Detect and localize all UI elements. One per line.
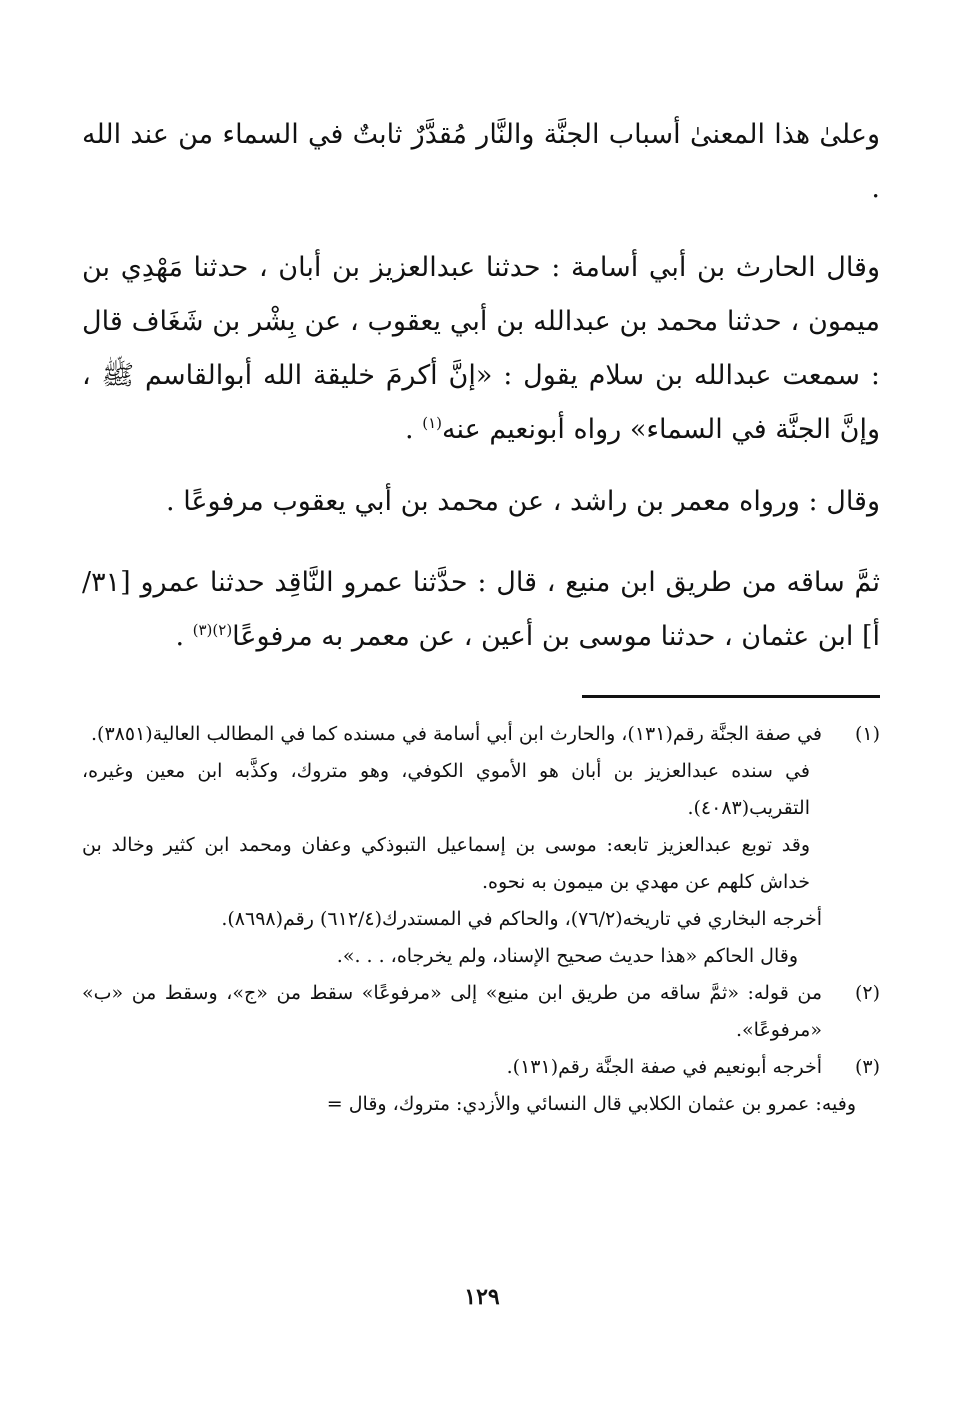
footnote-number: (٣): [854, 1056, 880, 1078]
footnote-number: (٢): [854, 982, 880, 1004]
footnote-text: في سنده عبدالعزيز بن أبان هو الأموي الكوفي، وهو متروك، وكذَّبه ابن معين وغيره، التقريب(٤٠٨٣).: [82, 760, 810, 819]
body-paragraph-3: [82, 475, 880, 529]
page-number: ١٢٩: [464, 1284, 500, 1310]
footnote-text: وقال الحاكم «هذا حديث صحيح الإسناد، ولم يخرجاه، . . .».: [336, 945, 798, 967]
paragraph-end: .: [405, 414, 423, 445]
footnote-3-continuation: وفيه: عمرو بن عثمان الكلابي قال النسائي والأزدي: متروك، وقال =: [326, 1093, 856, 1115]
footnote-1: [82, 716, 880, 975]
paragraph-end: .: [175, 621, 193, 652]
footnote-separator: [582, 695, 880, 698]
footnote-text: من قوله: «ثمَّ ساقه من طريق ابن منيع» إلى «مرفوعًا» سقط من «ج»، وسقط من «ب» «مرفوعًا».: [82, 982, 822, 1041]
footnote-2: [82, 975, 880, 1049]
paragraph-text: وعلىٰ هذا المعنىٰ أسباب الجنَّة والنَّار مُقدَّرٌ ثابتٌ في السماء من عند الله .: [82, 119, 880, 204]
footnote-text: أخرجه أبونعيم في صفة الجنَّة رقم(١٣١).: [506, 1056, 822, 1078]
footnote-ref-1: (١): [422, 414, 442, 432]
paragraph-text: [82, 556, 880, 664]
footnotes: [82, 716, 880, 1123]
body-paragraph-2: [82, 241, 880, 457]
footnote-text: في صفة الجنَّة رقم(١٣١)، والحارث ابن أبي أسامة في مسنده كما في المطالب العالية(٣٨٥١).: [91, 723, 822, 745]
paragraph-text-main: ثمَّ ساقه من طريق ابن منيع ، قال : حدَّثنا عمرو النَّاقِد حدثنا عمرو [٣١/أ] ابن عثمان ، حدثنا موسى بن أعين ، عن معمر به مرفوعًا: [82, 567, 880, 652]
footnote-number: (١): [854, 723, 880, 745]
paragraph-text: [82, 241, 880, 457]
footnote-3: [82, 1049, 880, 1086]
body-paragraph-4: [82, 556, 880, 664]
footnote-ref-2-3: (٢)(٣): [192, 621, 233, 639]
body-paragraph-1: [82, 108, 880, 216]
footnote-text: وقد توبع عبدالعزيز تابعه: موسى بن إسماعيل التبوذكي وعفان ومحمد ابن كثير وخالد بن خداش كلهم عن مهدي بن ميمون به نحوه.: [82, 834, 810, 893]
paragraph-text-main: وقال الحارث بن أبي أسامة : حدثنا عبدالعزيز بن أبان ، حدثنا مَهْدِي بن ميمون ، حدثنا محمد بن عبدالله بن أبي يعقوب ، عن بِشْر بن شَغَاف قال : سمعت عبدالله بن سلام يقول : «إنَّ أكرمَ خليقة الله أبوالقاسم ﷺ ، وإنَّ الجنَّة في السماء» رواه أبونعيم عنه: [82, 252, 880, 445]
paragraph-text: وقال : ورواه معمر بن راشد ، عن محمد بن أبي يعقوب مرفوعًا .: [166, 486, 880, 517]
footnote-text: أخرجه البخاري في تاريخه(٧٦/٢)، والحاكم في المستدرك(٦١٢/٤) رقم(٨٦٩٨).: [221, 908, 822, 930]
